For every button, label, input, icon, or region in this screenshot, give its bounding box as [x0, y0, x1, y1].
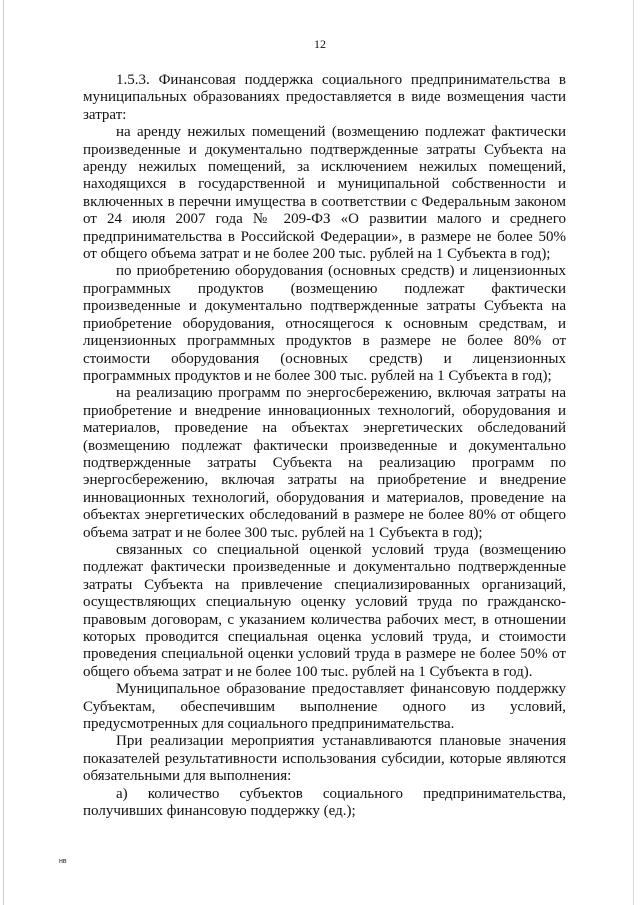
paragraph-labor-assessment: связанных со специальной оценкой условий труда (возмещению подлежат фактически произведенные и документально подтвержденные затраты Субъекта на привлечение специализированных организаций, осуществляющих специальную оценку условий труда по гражданско-правовым договорам, с указанием количества рабочих мест, в отношении которых проводится специальная оценка условий труда, и стоимости проведения специальной оценки условий труда в размере не более 50% от общего объема затрат и не более 100 тыс. рублей на 1 Субъекта в год). [83, 541, 566, 680]
body-text [83, 72, 566, 820]
page-number: 12 [314, 37, 326, 51]
paragraph-rent: на аренду нежилых помещений (возмещению подлежат фактически произведенные и документально подтвержденные затраты Субъекта на аренду нежилых помещений, за исключением нежилых помещений, находящихся в государственной и муниципальной собственности и включенных в перечни имущества в соответствии с Федеральным законом от 24 июля 2007 года № 209-ФЗ «О развитии малого и среднего предпринимательства в Российской Федерации», в размере не более 50% от общего объема затрат и не более 200 тыс. рублей на 1 Субъекта в год); [83, 124, 566, 263]
scan-edge-right [633, 0, 634, 905]
paragraph-indicators: При реализации мероприятия устанавливаются плановые значения показателей результативности использования субсидии, которые являются обязательными для выполнения: [83, 733, 566, 785]
paragraph-municipal-support: Муниципальное образование предоставляет финансовую поддержку Субъектам, обеспечившим выполнение одного из условий, предусмотренных для социального предпринимательства. [83, 681, 566, 733]
footer-mark: нв [59, 858, 67, 865]
paragraph-indicator-a: а) количество субъектов социального предпринимательства, получивших финансовую поддержку (ед.); [83, 785, 566, 820]
paragraph-energy-saving: на реализацию программ по энергосбережению, включая затраты на приобретение и внедрение инновационных технологий, оборудования и материалов, проведение на объектах энергетических обследований (возмещению подлежат фактически произведенные и документально подтвержденные затраты Субъекта на реализацию программ по энергосбережению, включая затраты на приобретение и внедрение инновационных технологий, оборудования и материалов, проведение на объектах энергетических обследований в размере не более 80% от общего объема затрат и не более 300 тыс. рублей на 1 Субъекта в год); [83, 385, 566, 541]
paragraph-equipment: по приобретению оборудования (основных средств) и лицензионных программных продуктов (возмещению подлежат фактически произведенные и документально подтвержденные затраты Субъекта на приобретение оборудования, относящегося к основным средствам, и лицензионных программных продуктов в размере не более 80% от стоимости оборудования (основных средств) и лицензионных программных продуктов и не более 300 тыс. рублей на 1 Субъекта в год); [83, 263, 566, 384]
scan-edge-left [3, 0, 4, 905]
paragraph-1-5-3-intro: 1.5.3. Финансовая поддержка социального предпринимательства в муниципальных образованиях предоставляется в виде возмещения части затрат: [83, 72, 566, 123]
